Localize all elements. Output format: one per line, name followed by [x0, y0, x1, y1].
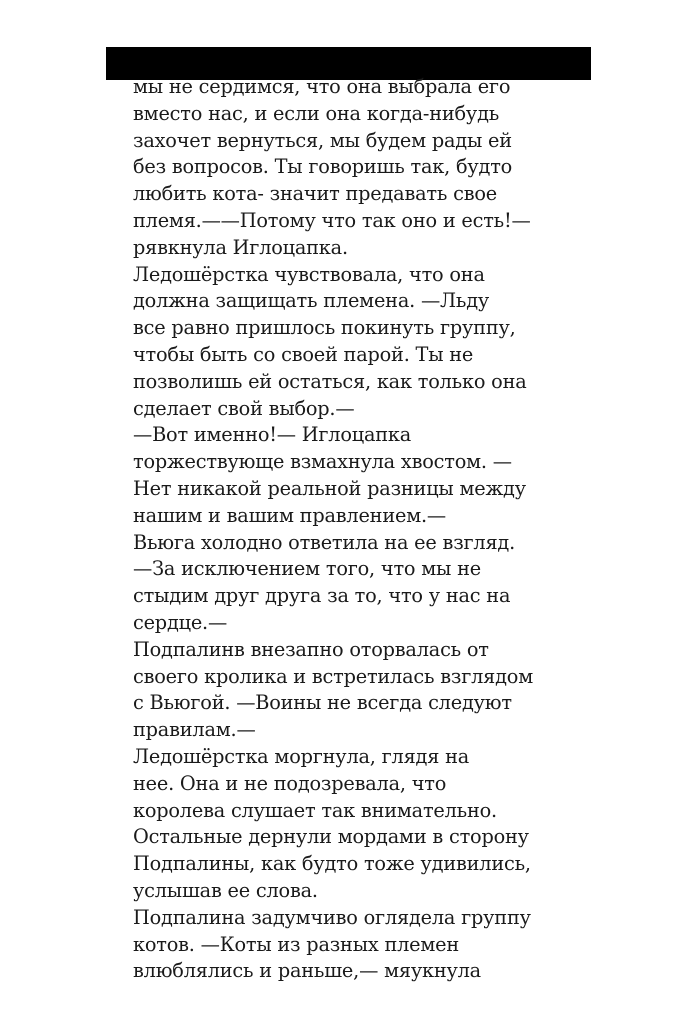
text-line: королева слушает так внимательно. — [133, 798, 497, 822]
text-line: любить кота- значит предавать свое — [133, 182, 497, 206]
text-line: Остальные дернули мордами в сторону — [133, 825, 529, 849]
text-line: сделает свой выбор.— — [133, 396, 355, 420]
text-line: Ледошёрстка моргнула, глядя на — [133, 744, 470, 768]
text-line: без вопросов. Ты говоришь так, будто — [133, 155, 513, 179]
text-line: позволишь ей остаться, как только она — [133, 369, 527, 393]
text-line: —За исключением того, что мы не — [133, 557, 481, 581]
text-line: —Вот именно!— Иглоцапка — [133, 423, 412, 447]
text-line: своего кролика и встретилась взглядом — [133, 664, 533, 688]
text-line: рявкнула Иглоцапка. — [133, 235, 348, 259]
text-line: Нет никакой реальной разницы между — [133, 476, 526, 500]
text-line: правилам.— — [133, 718, 256, 742]
text-line: сердце.— — [133, 610, 228, 634]
text-line: должна защищать племена. —Льду — [133, 289, 490, 313]
text-line: мы не сердимся, что она выбрала его — [133, 75, 511, 98]
text-line: все равно пришлось покинуть группу, — [133, 316, 516, 340]
text-line: вместо нас, и если она когда-нибудь — [133, 101, 500, 125]
text-line: чтобы быть со своей парой. Ты не — [133, 342, 474, 366]
text-line: захочет вернуться, мы будем рады ей — [133, 128, 512, 152]
text-line: нее. Она и не подозревала, что — [133, 771, 447, 795]
text-line: услышав ее слова. — [133, 878, 318, 902]
text-line: влюблялись и раньше,— мяукнула — [133, 959, 481, 983]
text-line: Ледошёрстка чувствовала, что она — [133, 262, 485, 286]
text-line: с Вьюгой. —Воины не всегда следуют — [133, 691, 512, 715]
text-line: котов. —Коты из разных племен — [133, 932, 460, 956]
text-line: торжествующе взмахнула хвостом. — — [133, 450, 512, 474]
text-line: стыдим друг друга за то, что у нас на — [133, 584, 511, 608]
text-line: Подпалина задумчиво оглядела группу — [133, 905, 531, 929]
text-line: племя.——Потому что так оно и есть!— — [133, 208, 531, 232]
page-text — [133, 74, 573, 985]
text-line: Подпалины, как будто тоже удивились, — [133, 852, 531, 876]
text-line: Вьюга холодно ответила на ее взгляд. — [133, 530, 516, 554]
text-line: нашим и вашим правлением.— — [133, 503, 447, 527]
text-line: Подпалинв внезапно оторвалась от — [133, 637, 489, 661]
